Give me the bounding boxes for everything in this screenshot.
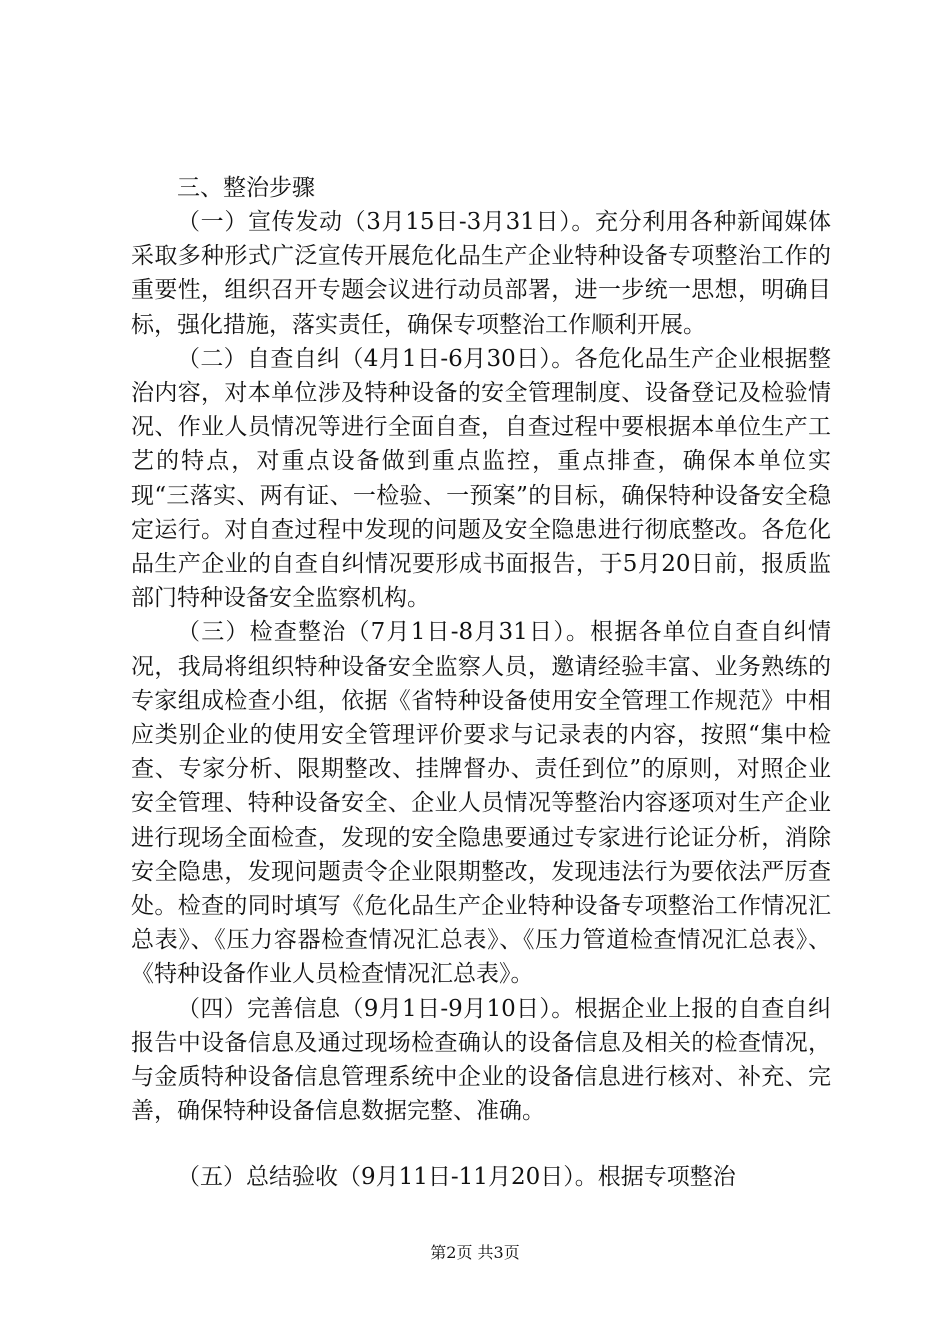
- paragraph-information-improvement: （四）完善信息（9月1日-9月10日）。根据企业上报的自查自纠报告中设备信息及通过现场检查确认的设备信息及相关的检查情况，与金质特种设备信息管理系统中企业的设备信息进行核对、补充、完善，确保特种设备信息数据完整、准确。: [131, 995, 831, 1125]
- section-heading: 三、整治步骤: [177, 175, 315, 201]
- paragraph-self-inspection: （二）自查自纠（4月1日-6月30日）。各危化品生产企业根据整治内容，对本单位涉及特种设备的安全管理制度、设备登记及检验情况、作业人员情况等进行全面自查，自查过程中要根据本单位生产工艺的特点，对重点设备做到重点监控，重点排查，确保本单位实现“三落实、两有证、一检验、一预案”的目标，确保特种设备安全稳定运行。对自查过程中发现的问题及安全隐患进行彻底整改。各危化品生产企业的自查自纠情况要形成书面报告，于5月20日前，报质监部门特种设备安全监察机构。: [131, 345, 831, 612]
- paragraph-publicity: （一）宣传发动（3月15日-3月31日）。充分利用各种新闻媒体采取多种形式广泛宣传开展危化品生产企业特种设备专项整治工作的重要性，组织召开专题会议进行动员部署，进一步统一思想，明确目标，强化措施，落实责任，确保专项整治工作顺利开展。: [131, 209, 831, 338]
- paragraph-inspection-rectification: （三）检查整治（7月1日-8月31日）。根据各单位自查自纠情况，我局将组织特种设备安全监察人员，邀请经验丰富、业务熟练的专家组成检查小组，依据《省特种设备使用安全管理工作规范》中相应类别企业的使用安全管理评价要求与记录表的内容，按照“集中检查、专家分析、限期整改、挂牌督办、责任到位”的原则，对照企业安全管理、特种设备安全、企业人员情况等整治内容逐项对生产企业进行现场全面检查，发现的安全隐患要通过专家进行论证分析，消除安全隐患，发现问题责令企业限期整改，发现违法行为要依法严厉查处。检查的同时填写《危化品生产企业特种设备专项整治工作情况汇总表》、《压力容器检查情况汇总表》、《压力管道检查情况汇总表》、《特种设备作业人员检查情况汇总表》。: [131, 619, 831, 988]
- paragraph-summary-acceptance: （五）总结验收（9月11日-11月20日）。根据专项整治: [177, 1164, 736, 1191]
- document-body: [131, 171, 831, 1195]
- page-footer: 第2页 共3页: [430, 1243, 520, 1262]
